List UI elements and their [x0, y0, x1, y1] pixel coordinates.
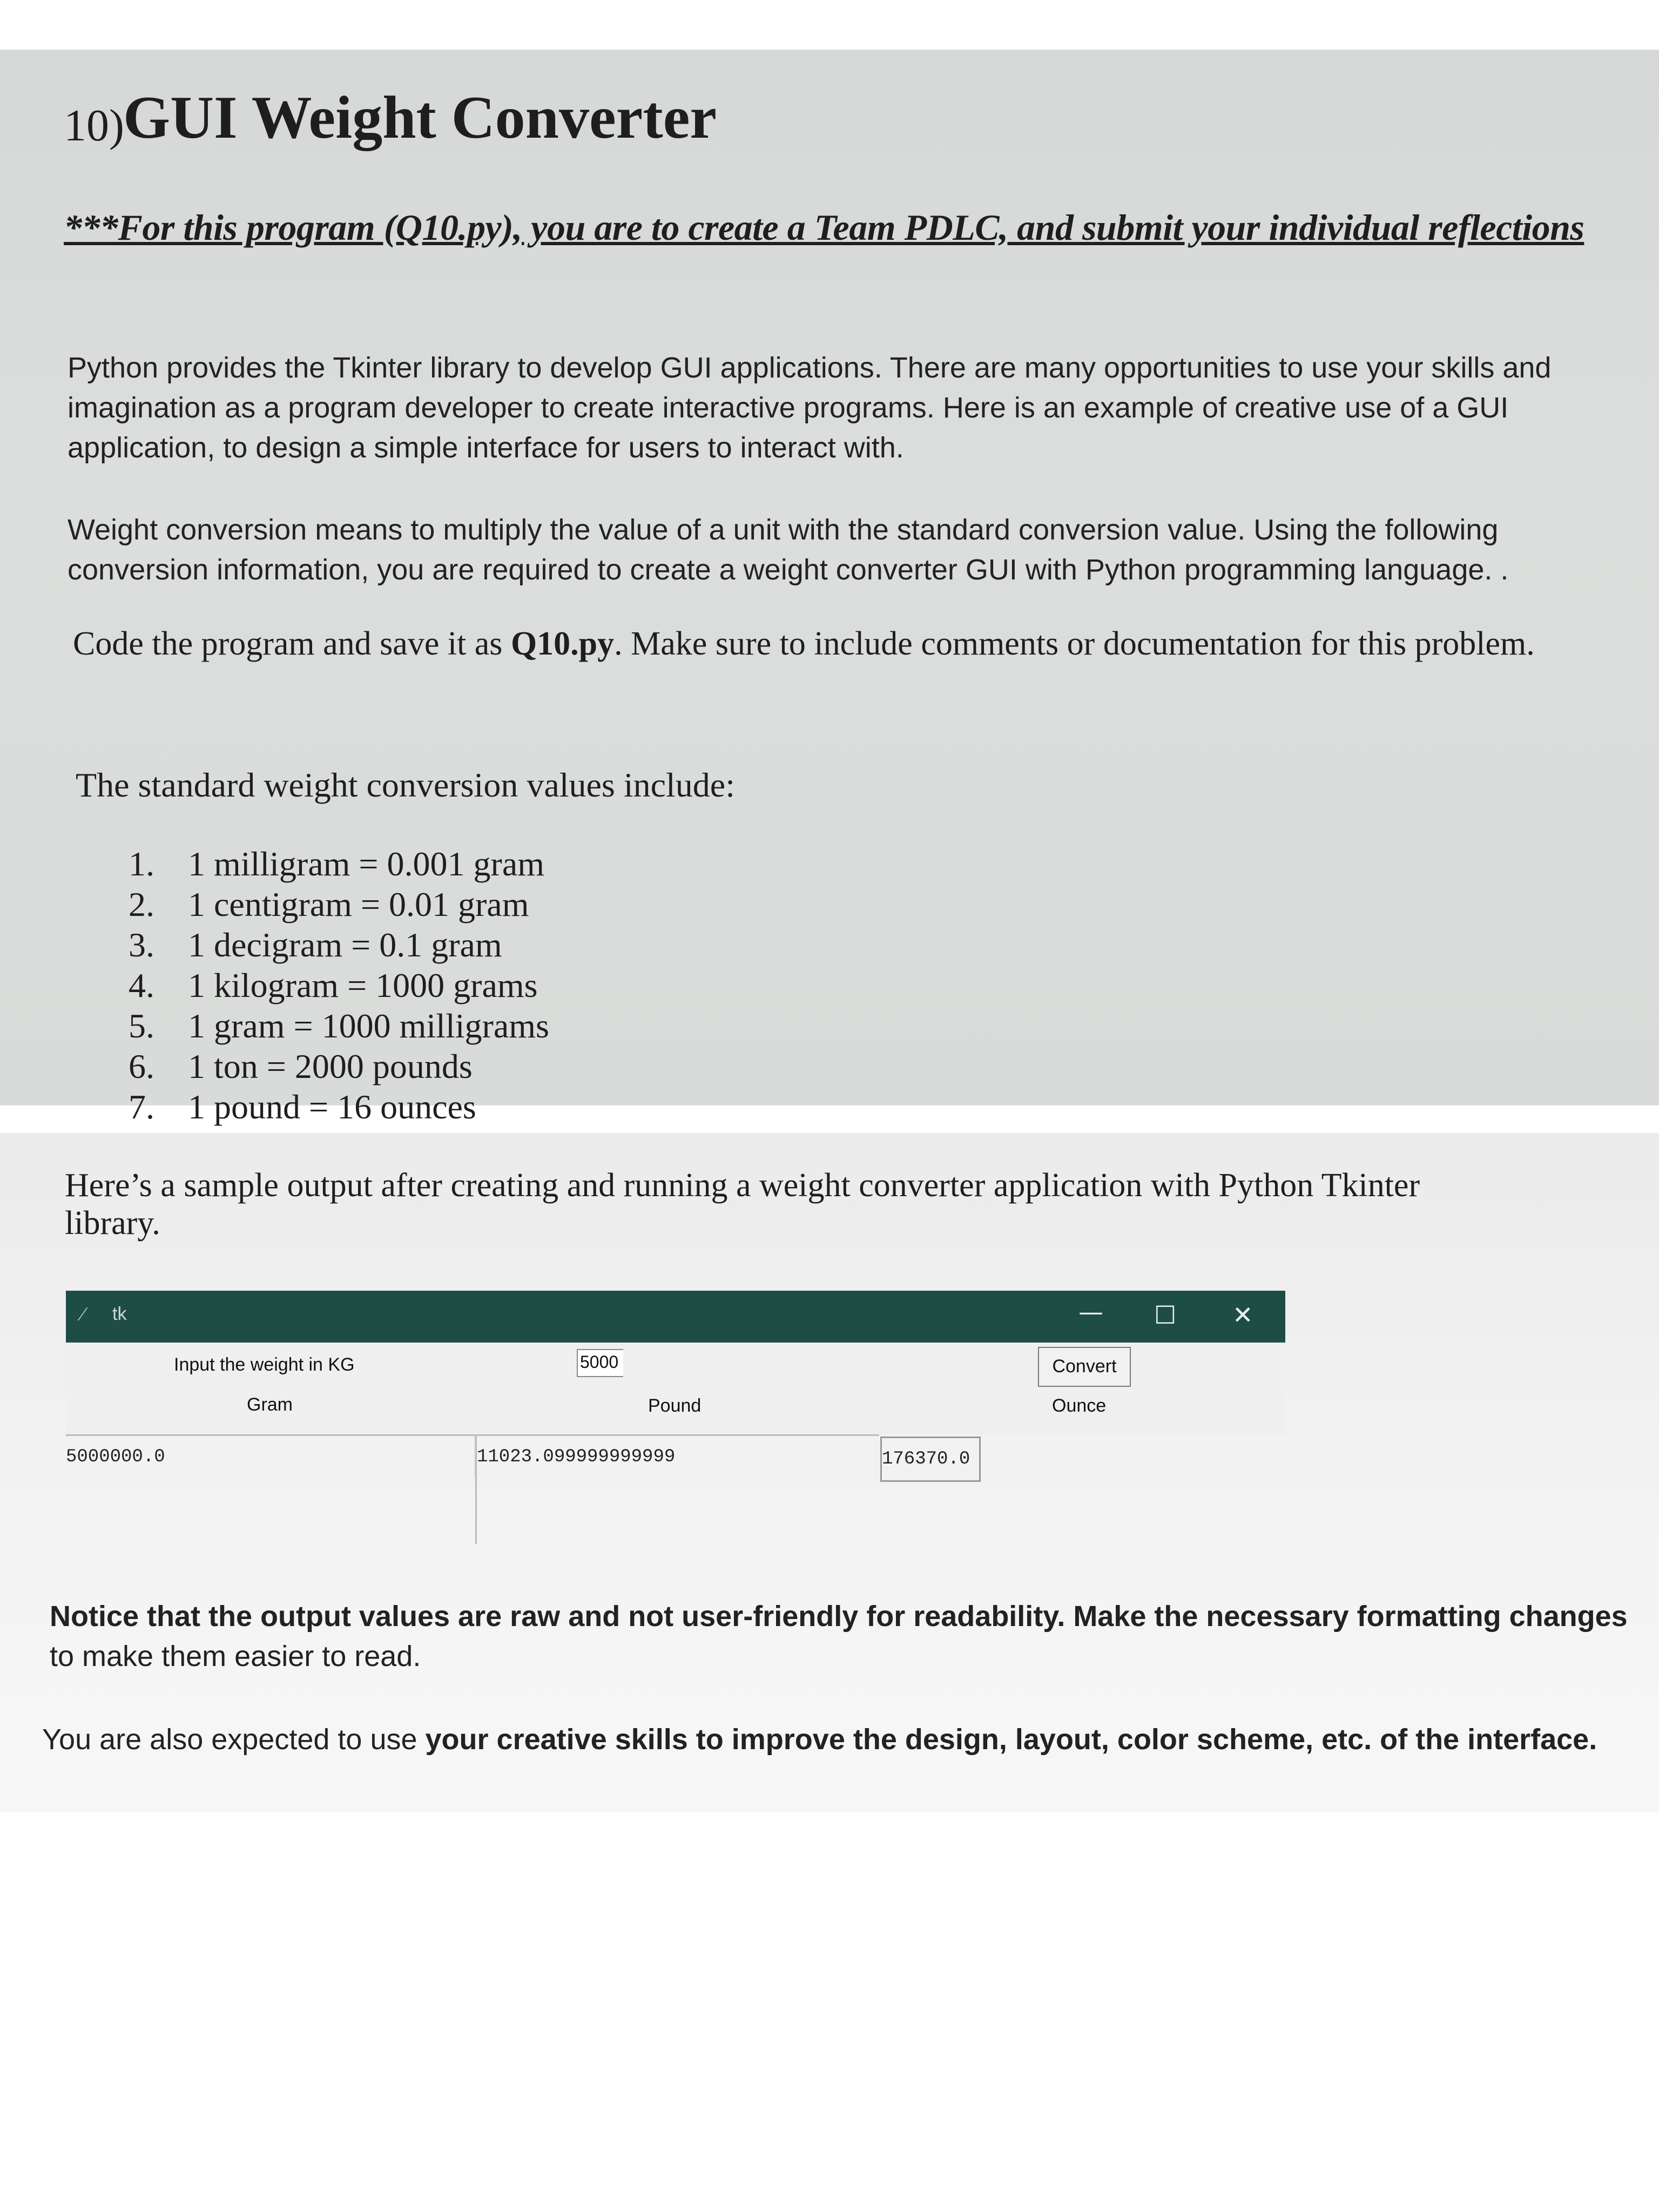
minimize-icon[interactable]: —: [1078, 1297, 1103, 1326]
list-item: [129, 844, 549, 884]
gram-label: Gram: [247, 1394, 293, 1415]
pound-result: 11023.099999999999: [475, 1434, 879, 1544]
tk-sample-window: [66, 1291, 1285, 1485]
list-item-text: 1 kilogram = 1000 grams: [188, 966, 538, 1004]
results-area: [66, 1434, 1285, 1548]
list-item: [129, 1046, 549, 1087]
notice-bold-text: Notice that the output values are raw and not user-friendly for readability. Make the necessary formatting changes: [50, 1600, 1628, 1633]
list-item-number: 7.: [129, 1088, 154, 1126]
list-item-number: 2.: [129, 885, 154, 923]
list-item-number: 5.: [129, 1007, 154, 1045]
list-item-number: 3.: [129, 926, 154, 964]
list-item-text: 1 ton = 2000 pounds: [188, 1047, 473, 1085]
conversion-paragraph-part1: Weight conversion means to multiply the value of a unit with the standard conversion value. Using the following conversion information, you are required to create a weight converter GUI with Python programming language. .: [68, 514, 1509, 586]
intro-paragraph: Python provides the Tkinter library to develop GUI applications. There are many opportunities to use your skills and imagination as a program developer to create interactive programs. Here is an example of creative use of a GUI application, to design a simple interface for users to interact with.: [68, 352, 1552, 464]
list-item-number: 4.: [129, 966, 154, 1004]
list-item-text: 1 pound = 16 ounces: [188, 1088, 476, 1126]
question-note: ***For this program (Q10.py), you are to create a Team PDLC, and submit your individual reflections: [64, 207, 1584, 248]
window-titlebar[interactable]: [66, 1291, 1285, 1343]
feather-icon: ∕: [81, 1303, 85, 1325]
list-item: [129, 884, 549, 925]
list-item-number: 6.: [129, 1047, 154, 1085]
list-item-text: 1 centigram = 0.01 gram: [188, 885, 529, 923]
question-title: GUI Weight Converter: [123, 84, 717, 151]
window-body: [66, 1343, 1285, 1434]
list-item-number: 1.: [129, 845, 154, 883]
question-number: 10): [64, 100, 124, 151]
creative-bold-text: your creative skills to improve the design, layout, color scheme, etc. of the interface.: [425, 1723, 1597, 1756]
convert-button[interactable]: Convert: [1038, 1347, 1131, 1387]
creative-intro-text: You are also expected to use: [42, 1723, 426, 1756]
pound-label: Pound: [648, 1395, 702, 1416]
maximize-icon[interactable]: ☐: [1154, 1300, 1177, 1330]
list-item: [129, 925, 549, 965]
assignment-page-top: [0, 50, 1659, 1126]
list-item: [129, 1006, 549, 1046]
ounce-label: Ounce: [1052, 1395, 1107, 1416]
notice-paragraph: [50, 1596, 1637, 1676]
ounce-result: 176370.0: [880, 1437, 981, 1482]
list-item: [129, 1087, 549, 1127]
window-title: tk: [112, 1304, 127, 1324]
list-item-text: 1 milligram = 0.001 gram: [188, 845, 544, 883]
filename-bold: Q10.py: [510, 625, 615, 662]
assignment-page-bottom: [0, 1133, 1659, 1812]
conversion-instruction-tail: . Make sure to include comments or documentation for this problem.: [614, 625, 1535, 662]
list-item-text: 1 decigram = 0.1 gram: [188, 926, 502, 964]
conversion-instruction-text: Code the program and save it as: [73, 625, 511, 662]
list-item-text: 1 gram = 1000 milligrams: [188, 1007, 549, 1045]
weight-prompt-label: Input the weight in KG: [174, 1354, 355, 1375]
values-heading: The standard weight conversion values include:: [76, 766, 735, 804]
creative-paragraph: [42, 1721, 1651, 1758]
conversion-paragraph-part2: [73, 623, 1574, 664]
list-item: [129, 965, 549, 1006]
close-icon[interactable]: ✕: [1232, 1300, 1253, 1330]
sample-output-intro: Here’s a sample output after creating and running a weight converter application with Python Tkinter library.: [65, 1167, 1420, 1242]
conversion-values-list: [129, 844, 549, 1127]
notice-normal-text: to make them easier to read.: [50, 1640, 421, 1673]
gram-result: 5000000.0: [66, 1434, 476, 1478]
weight-input[interactable]: 5000: [577, 1349, 623, 1377]
